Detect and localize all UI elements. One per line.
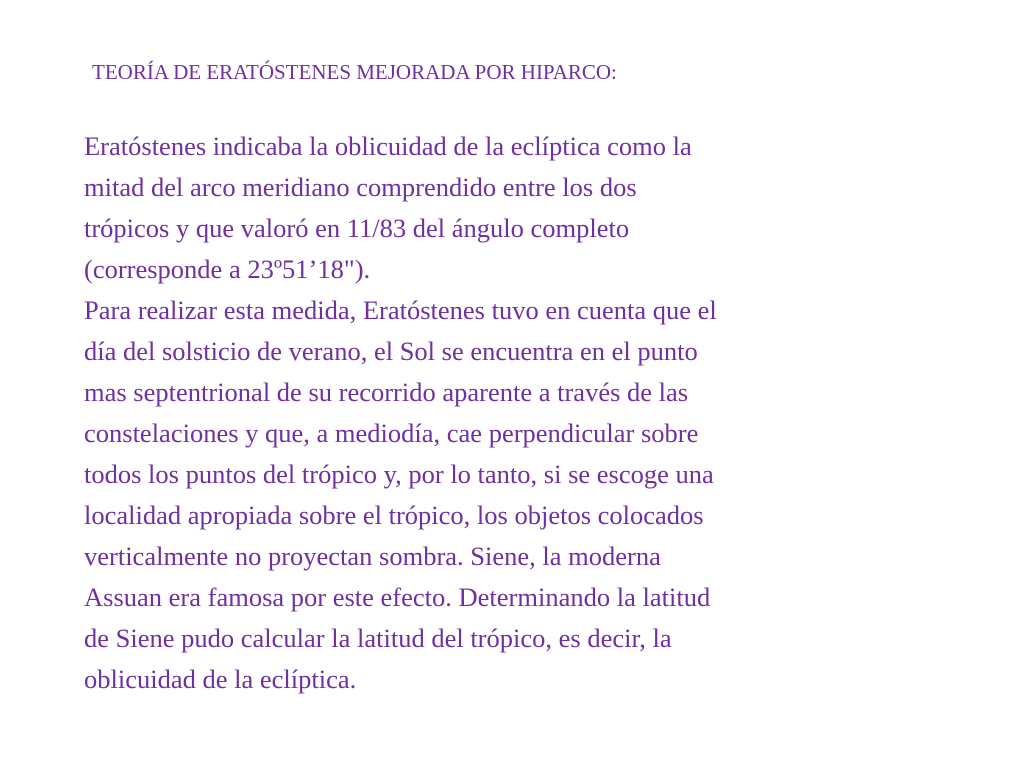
body-line: de Siene pudo calcular la latitud del trópico, es decir, la <box>84 623 672 653</box>
body-line: Para realizar esta medida, Eratóstenes tuvo en cuenta que el <box>84 295 717 325</box>
body-line: verticalmente no proyectan sombra. Siene, la moderna <box>84 541 661 571</box>
slide-title: TEORÍA DE ERATÓSTENES MEJORADA POR HIPARCO: <box>92 60 617 84</box>
body-line: Eratóstenes indicaba la oblicuidad de la eclíptica como la <box>84 131 692 161</box>
body-line: mitad del arco meridiano comprendido entre los dos <box>84 172 637 202</box>
body-line: todos los puntos del trópico y, por lo tanto, si se escoge una <box>84 459 714 489</box>
slide-body <box>84 126 914 700</box>
body-line: constelaciones y que, a mediodía, cae perpendicular sobre <box>84 418 699 448</box>
body-line: localidad apropiada sobre el trópico, los objetos colocados <box>84 500 704 530</box>
body-line: oblicuidad de la eclíptica. <box>84 664 357 694</box>
body-line: día del solsticio de verano, el Sol se encuentra en el punto <box>84 336 698 366</box>
body-line: (corresponde a 23º51’18"). <box>84 254 371 284</box>
body-line: mas septentrional de su recorrido aparente a través de las <box>84 377 689 407</box>
body-line: Assuan era famosa por este efecto. Determinando la latitud <box>84 582 711 612</box>
body-line: trópicos y que valoró en 11/83 del ángulo completo <box>84 213 630 243</box>
